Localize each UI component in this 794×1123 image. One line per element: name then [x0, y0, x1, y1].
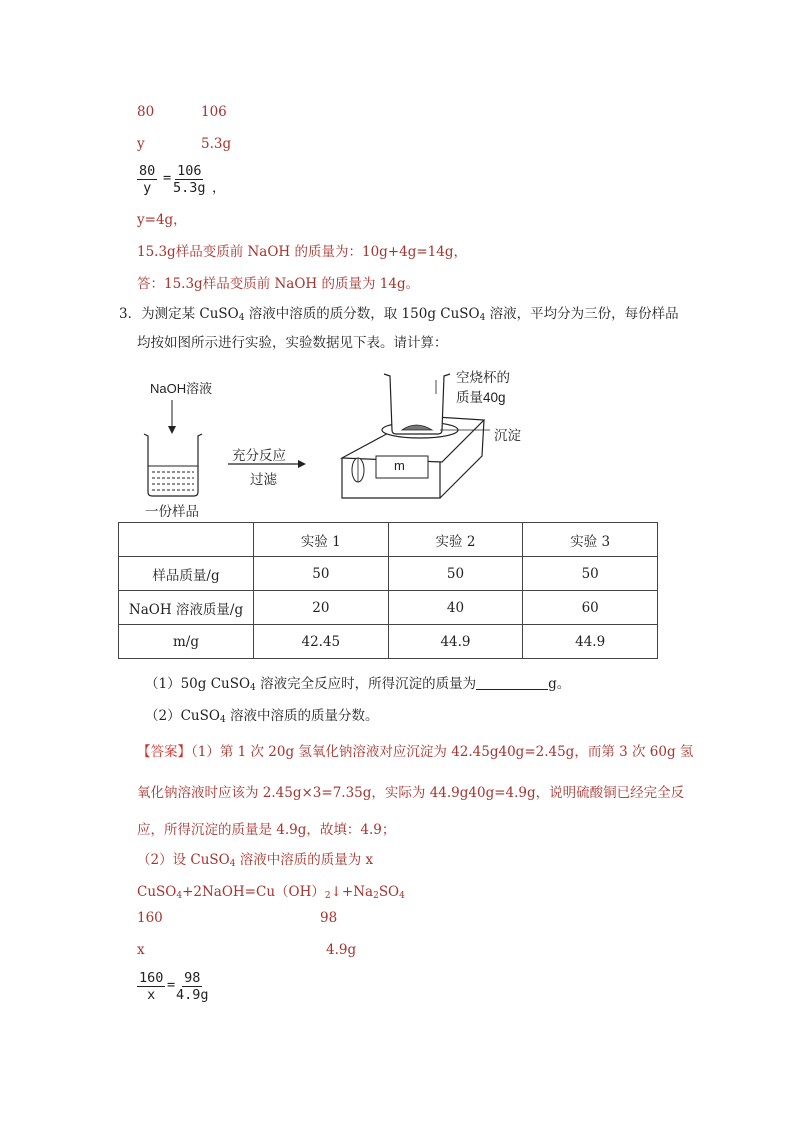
equals-sign: = — [167, 977, 176, 993]
table-header-cell: 实验 1 — [254, 523, 389, 557]
ratio-row1-left: 80 — [137, 104, 155, 120]
experiment-data-table — [118, 522, 658, 659]
sample-label: 一份样品 — [145, 504, 199, 519]
fraction-denominator: 4.9g — [176, 987, 209, 1003]
fraction-numerator: 98 — [184, 970, 201, 986]
fraction-106-over-5-3g — [171, 163, 208, 196]
mass-before-change-line: 15.3g样品变质前 NaOH 的质量为：10g+4g=14g， — [137, 244, 467, 260]
table-cell: 20 — [254, 591, 389, 625]
answer-paragraph-line2: 氧化钠溶液时应该为 2.45g×3=7.35g，实际为 44.9g40g=4.9g，说明硫酸铜已经完全反 — [137, 785, 685, 801]
table-cell: 50 — [523, 557, 658, 591]
fraction-comma: ， — [212, 180, 226, 196]
answer-paragraph-line3: 应，所得沉淀的质量是 4.9g，故填：4.9； — [137, 822, 396, 838]
ratio-row2-left: y — [137, 136, 145, 152]
sample-beaker-icon — [144, 434, 202, 496]
naoh-label: NaOH溶液 — [150, 381, 213, 396]
answer-blank[interactable] — [476, 677, 548, 690]
table-cell: 40 — [388, 591, 523, 625]
table-header-cell: 实验 2 — [388, 523, 523, 557]
question3-line1: 3．为测定某 CuSO$_4$ 溶液中溶质的质分数，取 150g CuSO$_4$ 溶液，平均分为三份，每份样品 — [119, 306, 679, 323]
table-row — [119, 591, 658, 625]
chemical-equation: $CuSO_4+2NaOH=Cu(OH)_2↓+Na_2SO_4$ — [137, 884, 405, 901]
precipitate-label: 沉淀 — [494, 428, 521, 443]
empty-beaker-icon — [384, 374, 450, 434]
table-cell: m/g — [119, 625, 254, 659]
ratio-left-bottom: x — [137, 942, 145, 958]
table-cell: NaOH 溶液质量/g — [119, 591, 254, 625]
answer-paragraph-line1: 【答案】（1）第 1 次 20g 氢氧化钠溶液对应沉淀为 42.45g40g=2.45g，而第 3 次 60g 氢 — [137, 744, 694, 760]
ratio-row1-right: 106 — [201, 104, 227, 120]
equals-sign: = — [163, 170, 172, 186]
fraction-80-over-y — [137, 163, 157, 196]
answer-line: 答：15.3g样品变质前 NaOH 的质量为 14g。 — [137, 276, 420, 292]
fraction-denominator: x — [147, 987, 156, 1003]
balance-display-label: m — [394, 458, 405, 473]
reaction-label-line2: 过滤 — [250, 472, 277, 487]
table-header-row — [119, 523, 658, 557]
fraction-98-over-4-9g — [174, 970, 211, 1003]
table-header-cell — [119, 523, 254, 557]
question3-line2: 均按如图所示进行实验，实验数据见下表。请计算： — [137, 335, 448, 351]
ratio-right-bottom: 4.9g — [326, 942, 357, 958]
table-cell: 60 — [523, 591, 658, 625]
table-cell: 42.45 — [254, 625, 389, 659]
sub-question-1: （1）50g CuSO$_4$ 溶液完全反应时，所得沉淀的质量为 g。 — [145, 676, 571, 693]
table-row — [119, 557, 658, 591]
table-cell: 50 — [254, 557, 389, 591]
fraction-numerator: 160 — [139, 970, 164, 986]
ratio-right-top: 98 — [320, 910, 338, 926]
table-cell: 44.9 — [388, 625, 523, 659]
table-cell: 44.9 — [523, 625, 658, 659]
reaction-label-line1: 充分反应 — [232, 448, 286, 463]
table-row — [119, 625, 658, 659]
table-header-cell: 实验 3 — [523, 523, 658, 557]
answer-part2-intro: （2）设 CuSO$_4$ 溶液中溶质的质量为 x — [137, 852, 374, 869]
fraction-160-over-x — [137, 970, 165, 1003]
fraction-numerator: 106 — [177, 163, 202, 179]
table-cell: 样品质量/g — [119, 557, 254, 591]
sub-question-2: （2）CuSO$_4$ 溶液中溶质的质量分数。 — [145, 708, 379, 725]
answer-label: 【答案】 — [137, 744, 191, 760]
beaker-label-line1: 空烧杯的 — [456, 370, 510, 385]
table-cell: 50 — [388, 557, 523, 591]
fraction-numerator: 80 — [139, 163, 156, 179]
beaker-label-line2: 质量40g — [456, 390, 506, 405]
ratio-row2-right: 5.3g — [201, 136, 232, 152]
fraction-denominator: y — [143, 180, 152, 196]
ratio-left-top: 160 — [137, 910, 163, 926]
fraction-denominator: 5.3g — [173, 180, 206, 196]
y-result: y=4g， — [137, 212, 187, 228]
